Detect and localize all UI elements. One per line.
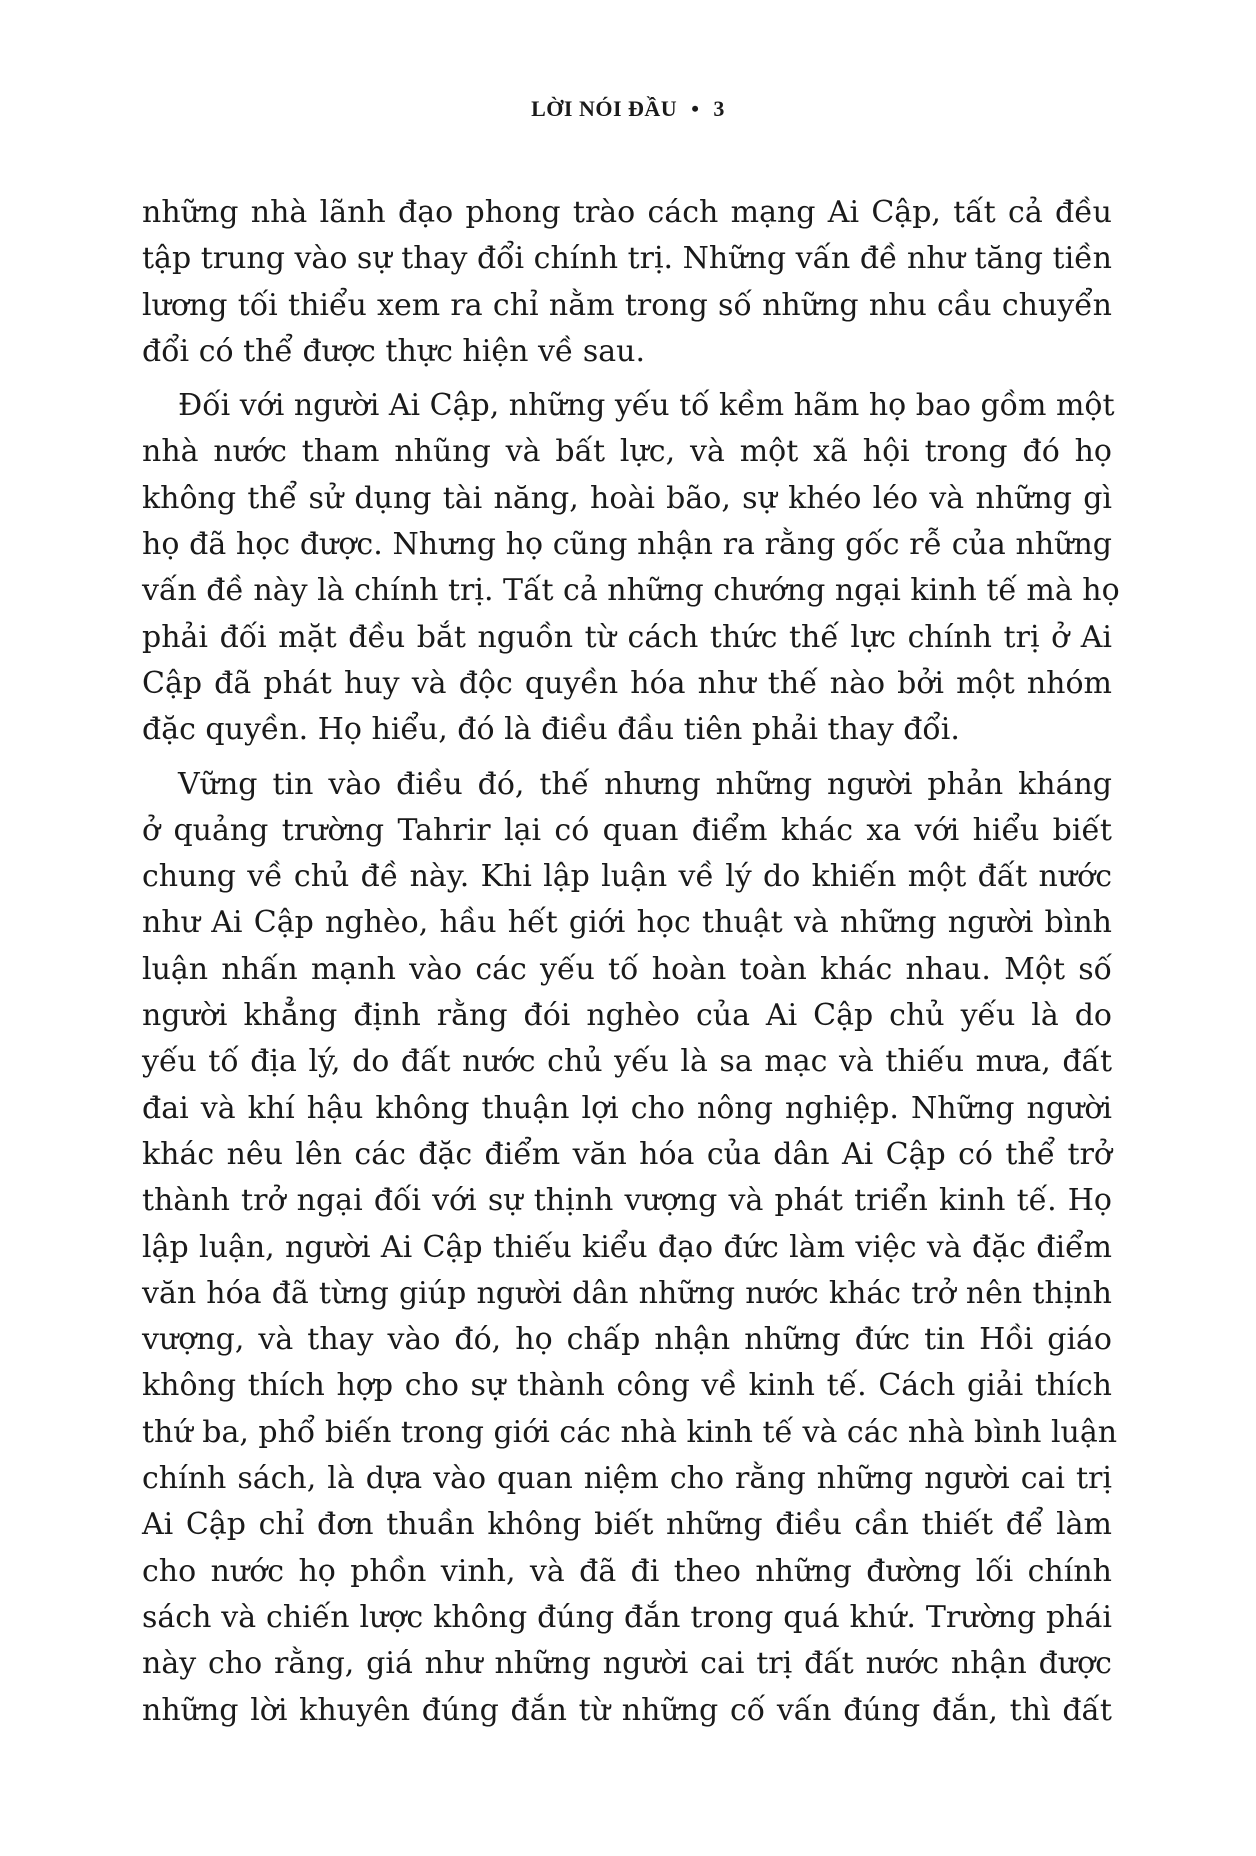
text-line: lập luận, người Ai Cập thiếu kiểu đạo đức làm việc và đặc điểm — [142, 1229, 1112, 1265]
paragraph-gap — [142, 375, 1112, 383]
text-line: những nhà lãnh đạo phong trào cách mạng Ai Cập, tất cả đều — [142, 195, 1112, 230]
text-line: những lời khuyên đúng đắn từ những cố vấn đúng đắn, thì đất — [142, 1692, 1112, 1728]
text-line: không thể sử dụng tài năng, hoài bão, sự khéo léo và những gì — [142, 480, 1112, 516]
paragraph — [142, 762, 1118, 1734]
text-line: không thích hợp cho sự thành công về kinh tế. Cách giải thích — [142, 1368, 1112, 1404]
text-line: luận nhấn mạnh vào các yếu tố hoàn toàn khác nhau. Một số — [142, 951, 1112, 987]
text-line: đai và khí hậu không thuận lợi cho nông nghiệp. Những người — [142, 1090, 1112, 1126]
text-line: chính sách, là dựa vào quan niệm cho rằng những người cai trị — [142, 1461, 1112, 1497]
text-line: vấn đề này là chính trị. Tất cả những chướng ngại kinh tế mà họ — [142, 573, 1120, 609]
text-line: tập trung vào sự thay đổi chính trị. Những vấn đề như tăng tiền — [142, 241, 1112, 277]
running-header — [0, 96, 1256, 122]
text-line: người khẳng định rằng đói nghèo của Ai Cập chủ yếu là do — [142, 998, 1112, 1034]
text-line: đổi có thể được thực hiện về sau. — [142, 333, 646, 369]
body-text — [142, 190, 1120, 1734]
text-line: chung về chủ đề này. Khi lập luận về lý do khiến một đất nước — [142, 859, 1112, 895]
text-line: thứ ba, phổ biến trong giới các nhà kinh tế và các nhà bình luận — [142, 1414, 1118, 1450]
paragraph — [142, 383, 1120, 753]
text-line: thành trở ngại đối với sự thịnh vượng và phát triển kinh tế. Họ — [142, 1183, 1112, 1219]
text-line: đặc quyền. Họ hiểu, đó là điều đầu tiên phải thay đổi. — [142, 712, 960, 748]
text-line: cho nước họ phồn vinh, và đã đi theo những đường lối chính — [142, 1553, 1112, 1589]
page-number: 3 — [713, 96, 725, 121]
text-line: Đối với người Ai Cập, những yếu tố kềm hãm họ bao gồm một — [178, 388, 1115, 424]
text-line: lương tối thiểu xem ra chỉ nằm trong số những nhu cầu chuyển — [142, 287, 1112, 323]
paragraph — [142, 190, 1112, 375]
text-line: văn hóa đã từng giúp người dân những nước khác trở nên thịnh — [142, 1275, 1112, 1311]
text-line: ở quảng trường Tahrir lại có quan điểm khác xa với hiểu biết — [142, 812, 1112, 848]
text-line: sách và chiến lược không đúng đắn trong quá khứ. Trường phái — [142, 1599, 1112, 1635]
header-separator: • — [691, 96, 700, 121]
text-line: Ai Cập chỉ đơn thuần không biết những điều cần thiết để làm — [142, 1507, 1112, 1543]
text-line: khác nêu lên các đặc điểm văn hóa của dân Ai Cập có thể trở — [142, 1136, 1112, 1172]
text-line: Vững tin vào điều đó, thế nhưng những người phản kháng — [178, 766, 1112, 802]
text-line: như Ai Cập nghèo, hầu hết giới học thuật và những người bình — [142, 905, 1112, 941]
paragraph-gap — [142, 754, 1112, 762]
text-line: nhà nước tham nhũng và bất lực, và một xã hội trong đó họ — [142, 434, 1112, 470]
text-line: yếu tố địa lý, do đất nước chủ yếu là sa mạc và thiếu mưa, đất — [142, 1044, 1112, 1080]
text-line: họ đã học được. Nhưng họ cũng nhận ra rằng gốc rễ của những — [142, 527, 1112, 563]
text-line: phải đối mặt đều bắt nguồn từ cách thức thế lực chính trị ở Ai — [142, 619, 1112, 655]
text-line: Cập đã phát huy và độc quyền hóa như thế nào bởi một nhóm — [142, 665, 1112, 701]
text-line: này cho rằng, giá như những người cai trị đất nước nhận được — [142, 1646, 1112, 1682]
text-line: vượng, và thay vào đó, họ chấp nhận những đức tin Hồi giáo — [142, 1322, 1112, 1358]
chapter-title: LỜI NÓI ĐẦU — [531, 96, 678, 121]
